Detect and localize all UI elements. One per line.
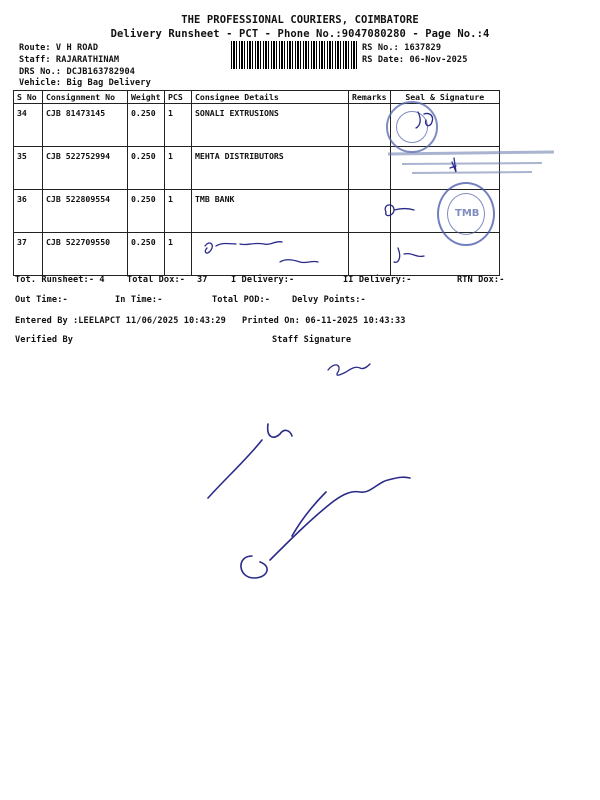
col-seal-signature: Seal & Signature: [390, 91, 499, 104]
in-time: In Time:-: [115, 295, 163, 305]
staff-signature-label: Staff Signature: [272, 335, 352, 345]
out-time: Out Time:-: [15, 295, 68, 305]
cell-weight: 0.250: [128, 190, 165, 233]
runsheet-subtitle: Delivery Runsheet - PCT - Phone No.:9047080280 - Page No.:4: [110, 28, 490, 40]
signature-row37: [394, 248, 424, 262]
cell-pcs: 1: [165, 190, 192, 233]
rs-date: RS Date: 06-Nov-2025: [362, 55, 468, 65]
drs-label: DRS No.: DCJB163782904: [19, 67, 136, 77]
cell-consignee: SONALI EXTRUSIONS: [192, 104, 349, 147]
cell-consignment: CJB 81473145: [43, 104, 128, 147]
handwritten-consignee-note: [205, 242, 282, 253]
cell-weight: 0.250: [128, 233, 165, 276]
verified-by: Verified By: [15, 335, 74, 345]
staff-label: Staff: RAJARATHINAM: [19, 55, 120, 65]
cell-sno: 37: [14, 233, 43, 276]
col-consignment: Consignment No: [43, 91, 128, 104]
cell-pcs: 1: [165, 233, 192, 276]
cell-consignee: MEHTA DISTRIBUTORS: [192, 147, 349, 190]
cell-weight: 0.250: [128, 147, 165, 190]
vehicle-label: Vehicle: Big Bag Delivery: [19, 78, 151, 88]
cell-consignment: CJB 522709550: [43, 233, 128, 276]
tot-runsheet: Tot. Runsheet:- 4: [15, 275, 105, 285]
staff-signature-mark: [328, 364, 370, 375]
col-weight: Weight: [128, 91, 165, 104]
col-remarks: Remarks: [349, 91, 391, 104]
col-sno: S No: [14, 91, 43, 104]
entered-by: Entered By :LEELAPCT 11/06/2025 10:43:29: [15, 316, 226, 326]
cell-pcs: 1: [165, 104, 192, 147]
large-signature-1: [208, 424, 292, 498]
signature-row34: [416, 112, 433, 128]
col-pcs: PCS: [165, 91, 192, 104]
cell-sno: 34: [14, 104, 43, 147]
total-dox-label: Total Dox:-: [127, 275, 186, 285]
printed-on: Printed On: 06-11-2025 10:43:33: [242, 316, 406, 326]
cell-consignment: CJB 522809554: [43, 190, 128, 233]
rtn-dox: RTN Dox:-: [457, 275, 505, 285]
cell-sno: 36: [14, 190, 43, 233]
cell-consignee: TMB BANK: [192, 190, 349, 233]
route-label: Route: V H ROAD: [19, 43, 99, 53]
cell-consignment: CJB 522752994: [43, 147, 128, 190]
total-pod: Total POD:-: [212, 295, 271, 305]
signature-row35: [450, 158, 456, 172]
tmb-stamp-text: TMB: [455, 208, 480, 219]
large-signature-3: [292, 492, 326, 536]
signature-row36: [385, 205, 414, 216]
handwritten-consignee-note2: [280, 260, 318, 263]
cell-pcs: 1: [165, 147, 192, 190]
company-title: THE PROFESSIONAL COURIERS, COIMBATORE: [181, 14, 419, 26]
cell-weight: 0.250: [128, 104, 165, 147]
col-consignee: Consignee Details: [192, 91, 349, 104]
rs-number: RS No.: 1637829: [362, 43, 442, 53]
cell-sno: 35: [14, 147, 43, 190]
delvy-points: Delvy Points:-: [292, 295, 366, 305]
total-dox-value: 37: [197, 275, 208, 285]
ii-delivery: II Delivery:-: [343, 275, 412, 285]
i-delivery: I Delivery:-: [231, 275, 295, 285]
